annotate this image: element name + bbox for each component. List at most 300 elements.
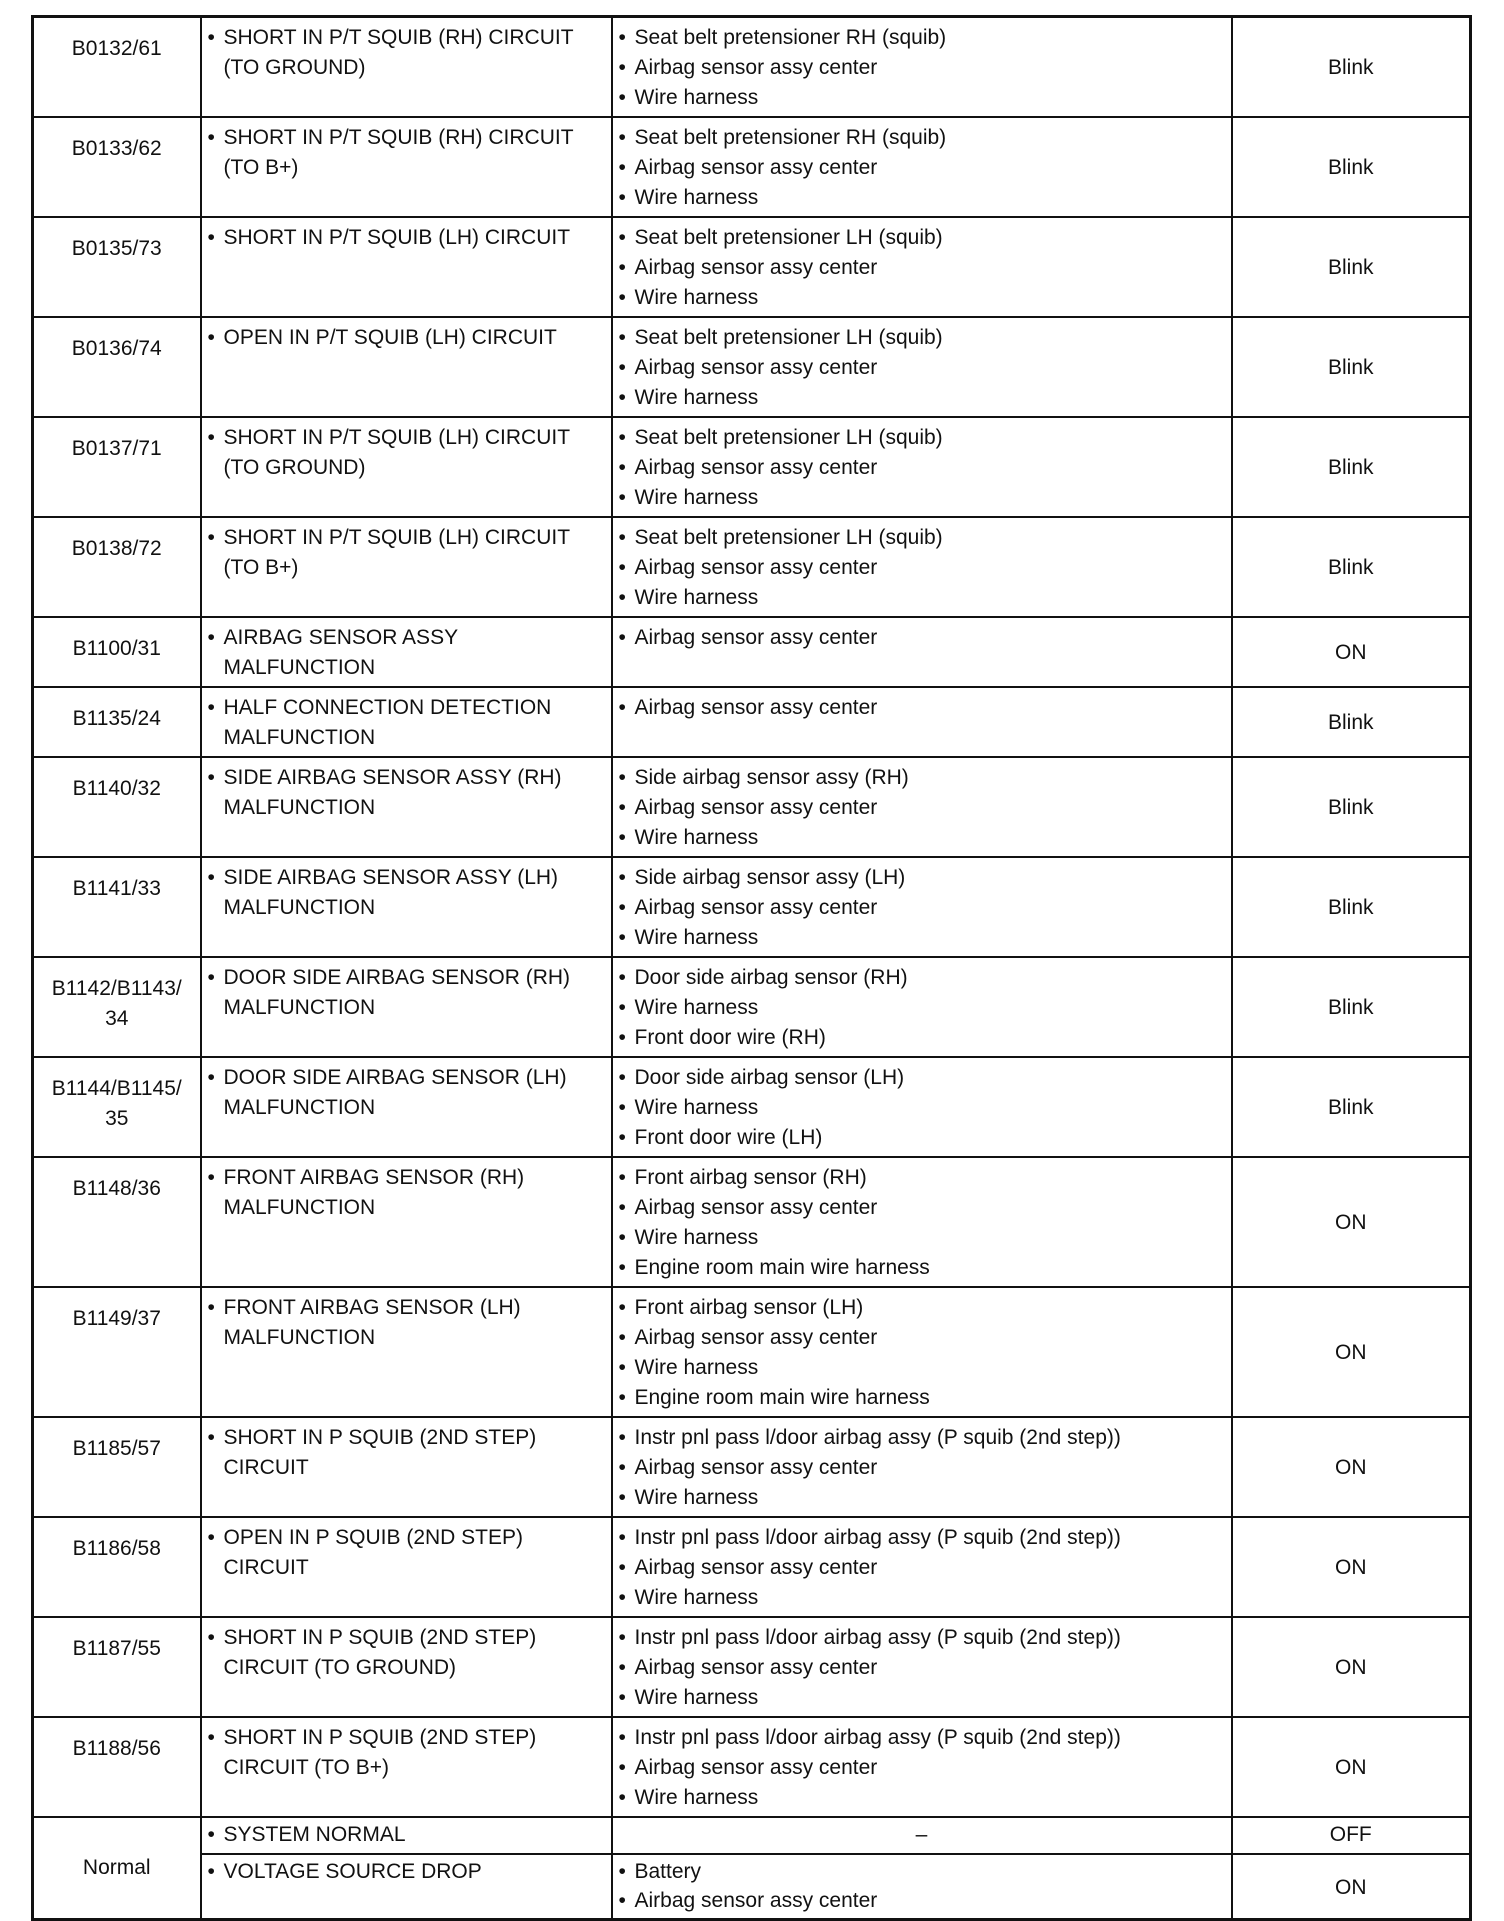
trouble-area-cell (612, 1417, 1232, 1517)
trouble-area-text: Battery (634, 1860, 702, 1883)
trouble-area-cell (612, 757, 1232, 857)
bullet-icon: • (207, 1860, 215, 1883)
table-row (33, 857, 1471, 957)
detection-cell (201, 687, 612, 757)
detection-cell (201, 857, 612, 957)
bullet-icon: • (618, 86, 626, 109)
bullet-icon: • (618, 866, 626, 889)
trouble-area-text: Wire harness (634, 1096, 759, 1119)
detection-text: SHORT IN P/T SQUIB (LH) CIRCUIT (TO B+) (223, 526, 570, 579)
bullet-icon: • (618, 286, 626, 309)
trouble-area-text: Seat belt pretensioner LH (squib) (634, 226, 943, 249)
detection-item (208, 1857, 605, 1887)
dtc-code-cell (33, 957, 201, 1057)
trouble-area-text: Wire harness (634, 1226, 759, 1249)
table-row (33, 417, 1471, 517)
bullet-icon: • (618, 326, 626, 349)
detection-cell (201, 1157, 612, 1287)
bullet-icon: • (207, 226, 215, 249)
trouble-area-text: Seat belt pretensioner LH (squib) (634, 326, 943, 349)
detection-item (208, 123, 605, 183)
trouble-area-item (619, 23, 1225, 53)
bullet-icon: • (618, 1486, 626, 1509)
dtc-code: B1135/24 (72, 707, 161, 730)
detection-text: OPEN IN P SQUIB (2ND STEP) CIRCUIT (223, 1526, 524, 1579)
table-row (33, 1157, 1471, 1287)
trouble-area-item (619, 453, 1225, 483)
warning-light-cell (1232, 1617, 1471, 1717)
bullet-icon: • (207, 766, 215, 789)
dtc-code: B0133/62 (71, 137, 162, 160)
dtc-code-cell (33, 757, 201, 857)
table-row-normal-system (33, 1817, 1471, 1854)
detection-cell (201, 1517, 612, 1617)
bullet-icon: • (618, 1026, 626, 1049)
bullet-icon: • (618, 1456, 626, 1479)
detection-text: SHORT IN P SQUIB (2ND STEP) CIRCUIT (223, 1426, 537, 1479)
trouble-area-text: Engine room main wire harness (634, 1256, 930, 1279)
trouble-area-text: Wire harness (634, 1486, 759, 1509)
trouble-area-text: Wire harness (634, 186, 759, 209)
detection-cell (201, 1617, 612, 1717)
dtc-code: B1188/56 (72, 1737, 161, 1760)
warning-light-cell (1232, 687, 1471, 757)
bullet-icon: • (207, 1166, 215, 1189)
trouble-area-cell (612, 117, 1232, 217)
bullet-icon: • (618, 226, 626, 249)
dtc-code: B1148/36 (72, 1177, 161, 1200)
bullet-icon: • (618, 1066, 626, 1089)
trouble-area-item (619, 893, 1225, 923)
trouble-area-cell (612, 417, 1232, 517)
trouble-area-cell (612, 1287, 1232, 1417)
dtc-code-cell (33, 1717, 201, 1817)
trouble-area-cell (612, 17, 1232, 118)
detection-text: SIDE AIRBAG SENSOR ASSY (RH) MALFUNCTION (223, 766, 562, 819)
bullet-icon: • (618, 1626, 626, 1649)
bullet-icon: • (618, 1386, 626, 1409)
trouble-area-item (619, 223, 1225, 253)
trouble-area-cell (612, 1157, 1232, 1287)
trouble-area-item (619, 1353, 1225, 1383)
dtc-code-normal (33, 1817, 201, 1920)
bullet-icon: • (618, 356, 626, 379)
detection-text: FRONT AIRBAG SENSOR (LH) MALFUNCTION (223, 1296, 521, 1349)
trouble-area-item (619, 383, 1225, 413)
bullet-icon: • (207, 326, 215, 349)
trouble-area-none: – (915, 1823, 928, 1846)
trouble-area-item (619, 1253, 1225, 1283)
detection-item (208, 1820, 605, 1850)
dtc-code-cell (33, 1617, 201, 1717)
warning-light-cell (1232, 317, 1471, 417)
trouble-area-item (619, 1753, 1225, 1783)
table-row (33, 1417, 1471, 1517)
trouble-area-cell (612, 957, 1232, 1057)
dtc-table (31, 15, 1472, 1921)
warning-light-cell (1232, 1057, 1471, 1157)
trouble-area-cell (612, 687, 1232, 757)
dtc-code: B0136/74 (71, 337, 162, 360)
detection-item (208, 523, 605, 583)
trouble-area-text: Airbag sensor assy center (634, 1326, 878, 1349)
trouble-area-text: Wire harness (634, 1786, 759, 1809)
trouble-area-item (619, 1163, 1225, 1193)
bullet-icon: • (207, 126, 215, 149)
trouble-area-item (619, 1423, 1225, 1453)
warning-light-cell (1232, 17, 1471, 118)
dtc-code: B0132/61 (71, 37, 162, 60)
trouble-area-item (619, 1683, 1225, 1713)
trouble-area-text: Instr pnl pass l/door airbag assy (P squib (2nd step)) (634, 1726, 1121, 1749)
dtc-code-cell (33, 517, 201, 617)
bullet-icon: • (618, 1326, 626, 1349)
detection-text: SHORT IN P/T SQUIB (RH) CIRCUIT (TO B+) (223, 126, 574, 179)
warning-light-status: Blink (1327, 1096, 1374, 1119)
warning-light-cell (1232, 857, 1471, 957)
detection-cell (201, 757, 612, 857)
trouble-area-item (619, 1093, 1225, 1123)
detection-item (208, 323, 605, 353)
bullet-icon: • (207, 526, 215, 549)
trouble-area-text: Airbag sensor assy center (634, 56, 878, 79)
trouble-area-text: Instr pnl pass l/door airbag assy (P squib (2nd step)) (634, 1626, 1121, 1649)
bullet-icon: • (207, 1426, 215, 1449)
dtc-code: B0138/72 (71, 537, 162, 560)
trouble-area-text: Engine room main wire harness (634, 1386, 930, 1409)
trouble-area-text: Seat belt pretensioner RH (squib) (634, 26, 947, 49)
bullet-icon: • (618, 1166, 626, 1189)
trouble-area-item (619, 1483, 1225, 1513)
warning-light-status: Blink (1327, 456, 1374, 479)
detection-cell (201, 1287, 612, 1417)
bullet-icon: • (618, 526, 626, 549)
trouble-area-cell (612, 217, 1232, 317)
warning-light-status: Blink (1327, 156, 1374, 179)
dtc-code-cell (33, 1287, 201, 1417)
dtc-code-label: Normal (82, 1856, 151, 1879)
table-row (33, 1517, 1471, 1617)
warning-light-status: ON (1335, 641, 1367, 664)
detection-item (208, 223, 605, 253)
trouble-area-item (619, 1857, 1225, 1886)
warning-light-cell (1232, 1157, 1471, 1287)
dtc-code-cell (33, 617, 201, 687)
bullet-icon: • (207, 1526, 215, 1549)
dtc-code-cell (33, 317, 201, 417)
trouble-area-item (619, 1323, 1225, 1353)
bullet-icon: • (207, 626, 215, 649)
trouble-area-item (619, 423, 1225, 453)
bullet-icon: • (207, 1626, 215, 1649)
trouble-area-item (619, 1783, 1225, 1813)
table-row (33, 517, 1471, 617)
trouble-area-item (619, 323, 1225, 353)
trouble-area-text: Airbag sensor assy center (634, 696, 878, 719)
trouble-area-item (619, 763, 1225, 793)
detection-cell (201, 1417, 612, 1517)
trouble-area-item (619, 353, 1225, 383)
dtc-code: B1185/57 (72, 1437, 161, 1460)
bullet-icon: • (618, 386, 626, 409)
trouble-area-text: Airbag sensor assy center (634, 156, 878, 179)
trouble-area-item (619, 863, 1225, 893)
warning-light-cell (1232, 117, 1471, 217)
detection-text: HALF CONNECTION DETECTION MALFUNCTION (223, 696, 552, 749)
trouble-area-cell (612, 1717, 1232, 1817)
trouble-area-item (619, 1886, 1225, 1915)
table-row (33, 687, 1471, 757)
bullet-icon: • (207, 966, 215, 989)
table-row (33, 1287, 1471, 1417)
bullet-icon: • (207, 26, 215, 49)
bullet-icon: • (618, 1860, 626, 1883)
bullet-icon: • (618, 1356, 626, 1379)
detection-text: DOOR SIDE AIRBAG SENSOR (RH) MALFUNCTION (223, 966, 571, 1019)
trouble-area-item (619, 963, 1225, 993)
trouble-area-item (619, 283, 1225, 313)
bullet-icon: • (618, 1196, 626, 1219)
trouble-area-cell (612, 1517, 1232, 1617)
bullet-icon: • (618, 586, 626, 609)
warning-light-cell (1232, 417, 1471, 517)
warning-light-cell (1232, 1417, 1471, 1517)
detection-item (208, 623, 605, 683)
trouble-area-cell (612, 1057, 1232, 1157)
detection-item (208, 423, 605, 483)
warning-light-cell (1232, 1717, 1471, 1817)
dtc-code-cell (33, 687, 201, 757)
detection-item (208, 1063, 605, 1123)
dtc-code-cell (33, 857, 201, 957)
detection-cell (201, 417, 612, 517)
detection-item (208, 1163, 605, 1223)
trouble-area-text: Airbag sensor assy center (634, 1756, 878, 1779)
warning-light-cell (1232, 1517, 1471, 1617)
table-row (33, 317, 1471, 417)
trouble-area-text: Airbag sensor assy center (634, 1556, 878, 1579)
detection-item (208, 1723, 605, 1783)
dtc-code-cell (33, 417, 201, 517)
detection-cell (201, 517, 612, 617)
trouble-area-item (619, 1553, 1225, 1583)
trouble-area-text: Wire harness (634, 926, 759, 949)
bullet-icon: • (618, 126, 626, 149)
warning-light-cell (1232, 957, 1471, 1057)
trouble-area-item (619, 1063, 1225, 1093)
trouble-area-text: Front airbag sensor (RH) (634, 1166, 867, 1189)
bullet-icon: • (618, 1226, 626, 1249)
detection-text: SHORT IN P/T SQUIB (RH) CIRCUIT (TO GROUND) (223, 26, 574, 79)
trouble-area-text: Wire harness (634, 1356, 759, 1379)
trouble-area-text: Door side airbag sensor (RH) (634, 966, 908, 989)
bullet-icon: • (618, 1526, 626, 1549)
bullet-icon: • (207, 1066, 215, 1089)
bullet-icon: • (207, 866, 215, 889)
bullet-icon: • (618, 1786, 626, 1809)
detection-item (208, 763, 605, 823)
trouble-area-text: Wire harness (634, 1586, 759, 1609)
dtc-code: B1144/B1145/ 35 (51, 1077, 182, 1130)
warning-light-status: Blink (1327, 356, 1374, 379)
warning-light-status: Blink (1327, 996, 1374, 1019)
trouble-area-item (619, 693, 1225, 723)
trouble-area-text: Side airbag sensor assy (LH) (634, 866, 906, 889)
bullet-icon: • (618, 556, 626, 579)
trouble-area-item (619, 1293, 1225, 1323)
bullet-icon: • (618, 796, 626, 819)
trouble-area-text: Airbag sensor assy center (634, 1889, 878, 1912)
detection-item (208, 1623, 605, 1683)
trouble-area-text: Wire harness (634, 386, 759, 409)
trouble-area-item (619, 253, 1225, 283)
trouble-area-item (619, 123, 1225, 153)
warning-light-status: Blink (1327, 896, 1374, 919)
dtc-code-cell (33, 1517, 201, 1617)
warning-light-cell (1232, 1817, 1471, 1854)
trouble-area-text: Airbag sensor assy center (634, 796, 878, 819)
detection-text: SYSTEM NORMAL (223, 1823, 406, 1846)
trouble-area-text: Seat belt pretensioner RH (squib) (634, 126, 947, 149)
bullet-icon: • (618, 1426, 626, 1449)
trouble-area-item (619, 1453, 1225, 1483)
trouble-area-item (619, 523, 1225, 553)
warning-light-status: Blink (1327, 796, 1374, 819)
trouble-area-item (619, 1123, 1225, 1153)
bullet-icon: • (618, 1126, 626, 1149)
table-row (33, 617, 1471, 687)
warning-light-cell (1232, 757, 1471, 857)
trouble-area-item (619, 1193, 1225, 1223)
dtc-table-body (33, 17, 1471, 1920)
bullet-icon: • (618, 1656, 626, 1679)
trouble-area-item (619, 1653, 1225, 1683)
trouble-area-item (619, 83, 1225, 113)
detection-cell (201, 317, 612, 417)
trouble-area-item (619, 153, 1225, 183)
detection-cell (201, 1817, 612, 1854)
detection-cell (201, 1057, 612, 1157)
trouble-area-cell (612, 1817, 1232, 1854)
warning-light-status: ON (1335, 1556, 1367, 1579)
dtc-code-cell (33, 217, 201, 317)
detection-cell (201, 17, 612, 118)
warning-light-status: OFF (1329, 1823, 1372, 1846)
bullet-icon: • (618, 1889, 626, 1912)
dtc-code: B1187/55 (72, 1637, 161, 1660)
bullet-icon: • (207, 1726, 215, 1749)
warning-light-cell (1232, 517, 1471, 617)
dtc-code: B1149/37 (72, 1307, 161, 1330)
bullet-icon: • (618, 156, 626, 179)
bullet-icon: • (207, 1296, 215, 1319)
trouble-area-text: Airbag sensor assy center (634, 556, 878, 579)
trouble-area-text: Wire harness (634, 486, 759, 509)
table-row (33, 757, 1471, 857)
trouble-area-text: Airbag sensor assy center (634, 456, 878, 479)
trouble-area-text: Wire harness (634, 86, 759, 109)
detection-text: SIDE AIRBAG SENSOR ASSY (LH) MALFUNCTION (223, 866, 559, 919)
trouble-area-cell (612, 617, 1232, 687)
table-row (33, 957, 1471, 1057)
warning-light-status: Blink (1327, 556, 1374, 579)
warning-light-status: ON (1335, 1211, 1367, 1234)
table-row (33, 1617, 1471, 1717)
trouble-area-text: Airbag sensor assy center (634, 1196, 878, 1219)
warning-light-status: ON (1335, 1341, 1367, 1364)
bullet-icon: • (618, 256, 626, 279)
trouble-area-text: Wire harness (634, 586, 759, 609)
bullet-icon: • (618, 696, 626, 719)
bullet-icon: • (618, 1256, 626, 1279)
bullet-icon: • (618, 56, 626, 79)
trouble-area-cell (612, 517, 1232, 617)
detection-item (208, 23, 605, 83)
dtc-code: B0135/73 (71, 237, 162, 260)
bullet-icon: • (618, 966, 626, 989)
trouble-area-text: Instr pnl pass l/door airbag assy (P squib (2nd step)) (634, 1426, 1121, 1449)
dtc-code: B1140/32 (72, 777, 161, 800)
trouble-area-item (619, 1523, 1225, 1553)
trouble-area-item (619, 993, 1225, 1023)
trouble-area-text: Instr pnl pass l/door airbag assy (P squib (2nd step)) (634, 1526, 1121, 1549)
warning-light-status: Blink (1327, 711, 1374, 734)
dtc-code: B0137/71 (71, 437, 162, 460)
table-row (33, 1717, 1471, 1817)
detection-text: SHORT IN P SQUIB (2ND STEP) CIRCUIT (TO B+) (223, 1726, 537, 1779)
trouble-area-item (619, 1723, 1225, 1753)
detection-text: SHORT IN P/T SQUIB (LH) CIRCUIT (TO GROUND) (223, 426, 570, 479)
trouble-area-text: Airbag sensor assy center (634, 896, 878, 919)
detection-text: OPEN IN P/T SQUIB (LH) CIRCUIT (223, 326, 557, 349)
trouble-area-text: Front door wire (RH) (634, 1026, 826, 1049)
dtc-code: B1142/B1143/ 34 (51, 977, 182, 1030)
trouble-area-text: Wire harness (634, 996, 759, 1019)
trouble-area-cell (612, 1617, 1232, 1717)
trouble-area-text: Front door wire (LH) (634, 1126, 823, 1149)
dtc-code-cell (33, 117, 201, 217)
bullet-icon: • (207, 696, 215, 719)
dtc-code-cell (33, 17, 201, 118)
bullet-icon: • (618, 826, 626, 849)
trouble-area-item (619, 923, 1225, 953)
bullet-icon: • (618, 186, 626, 209)
dtc-code: B1141/33 (72, 877, 161, 900)
trouble-area-item (619, 623, 1225, 653)
warning-light-status: Blink (1327, 56, 1374, 79)
dtc-code: B1100/31 (72, 637, 161, 660)
trouble-area-item (619, 553, 1225, 583)
table-row (33, 17, 1471, 118)
bullet-icon: • (618, 1756, 626, 1779)
bullet-icon: • (618, 1726, 626, 1749)
trouble-area-item (619, 1583, 1225, 1613)
bullet-icon: • (618, 1686, 626, 1709)
warning-light-cell (1232, 217, 1471, 317)
warning-light-status: ON (1335, 1756, 1367, 1779)
warning-light-status: ON (1335, 1875, 1367, 1899)
bullet-icon: • (618, 26, 626, 49)
detection-text: FRONT AIRBAG SENSOR (RH) MALFUNCTION (223, 1166, 525, 1219)
detection-text: AIRBAG SENSOR ASSY MALFUNCTION (223, 626, 458, 679)
detection-cell (201, 217, 612, 317)
bullet-icon: • (618, 926, 626, 949)
trouble-area-item (619, 583, 1225, 613)
warning-light-cell (1232, 617, 1471, 687)
trouble-area-item (619, 53, 1225, 83)
trouble-area-text: Wire harness (634, 1686, 759, 1709)
warning-light-status: Blink (1327, 256, 1374, 279)
